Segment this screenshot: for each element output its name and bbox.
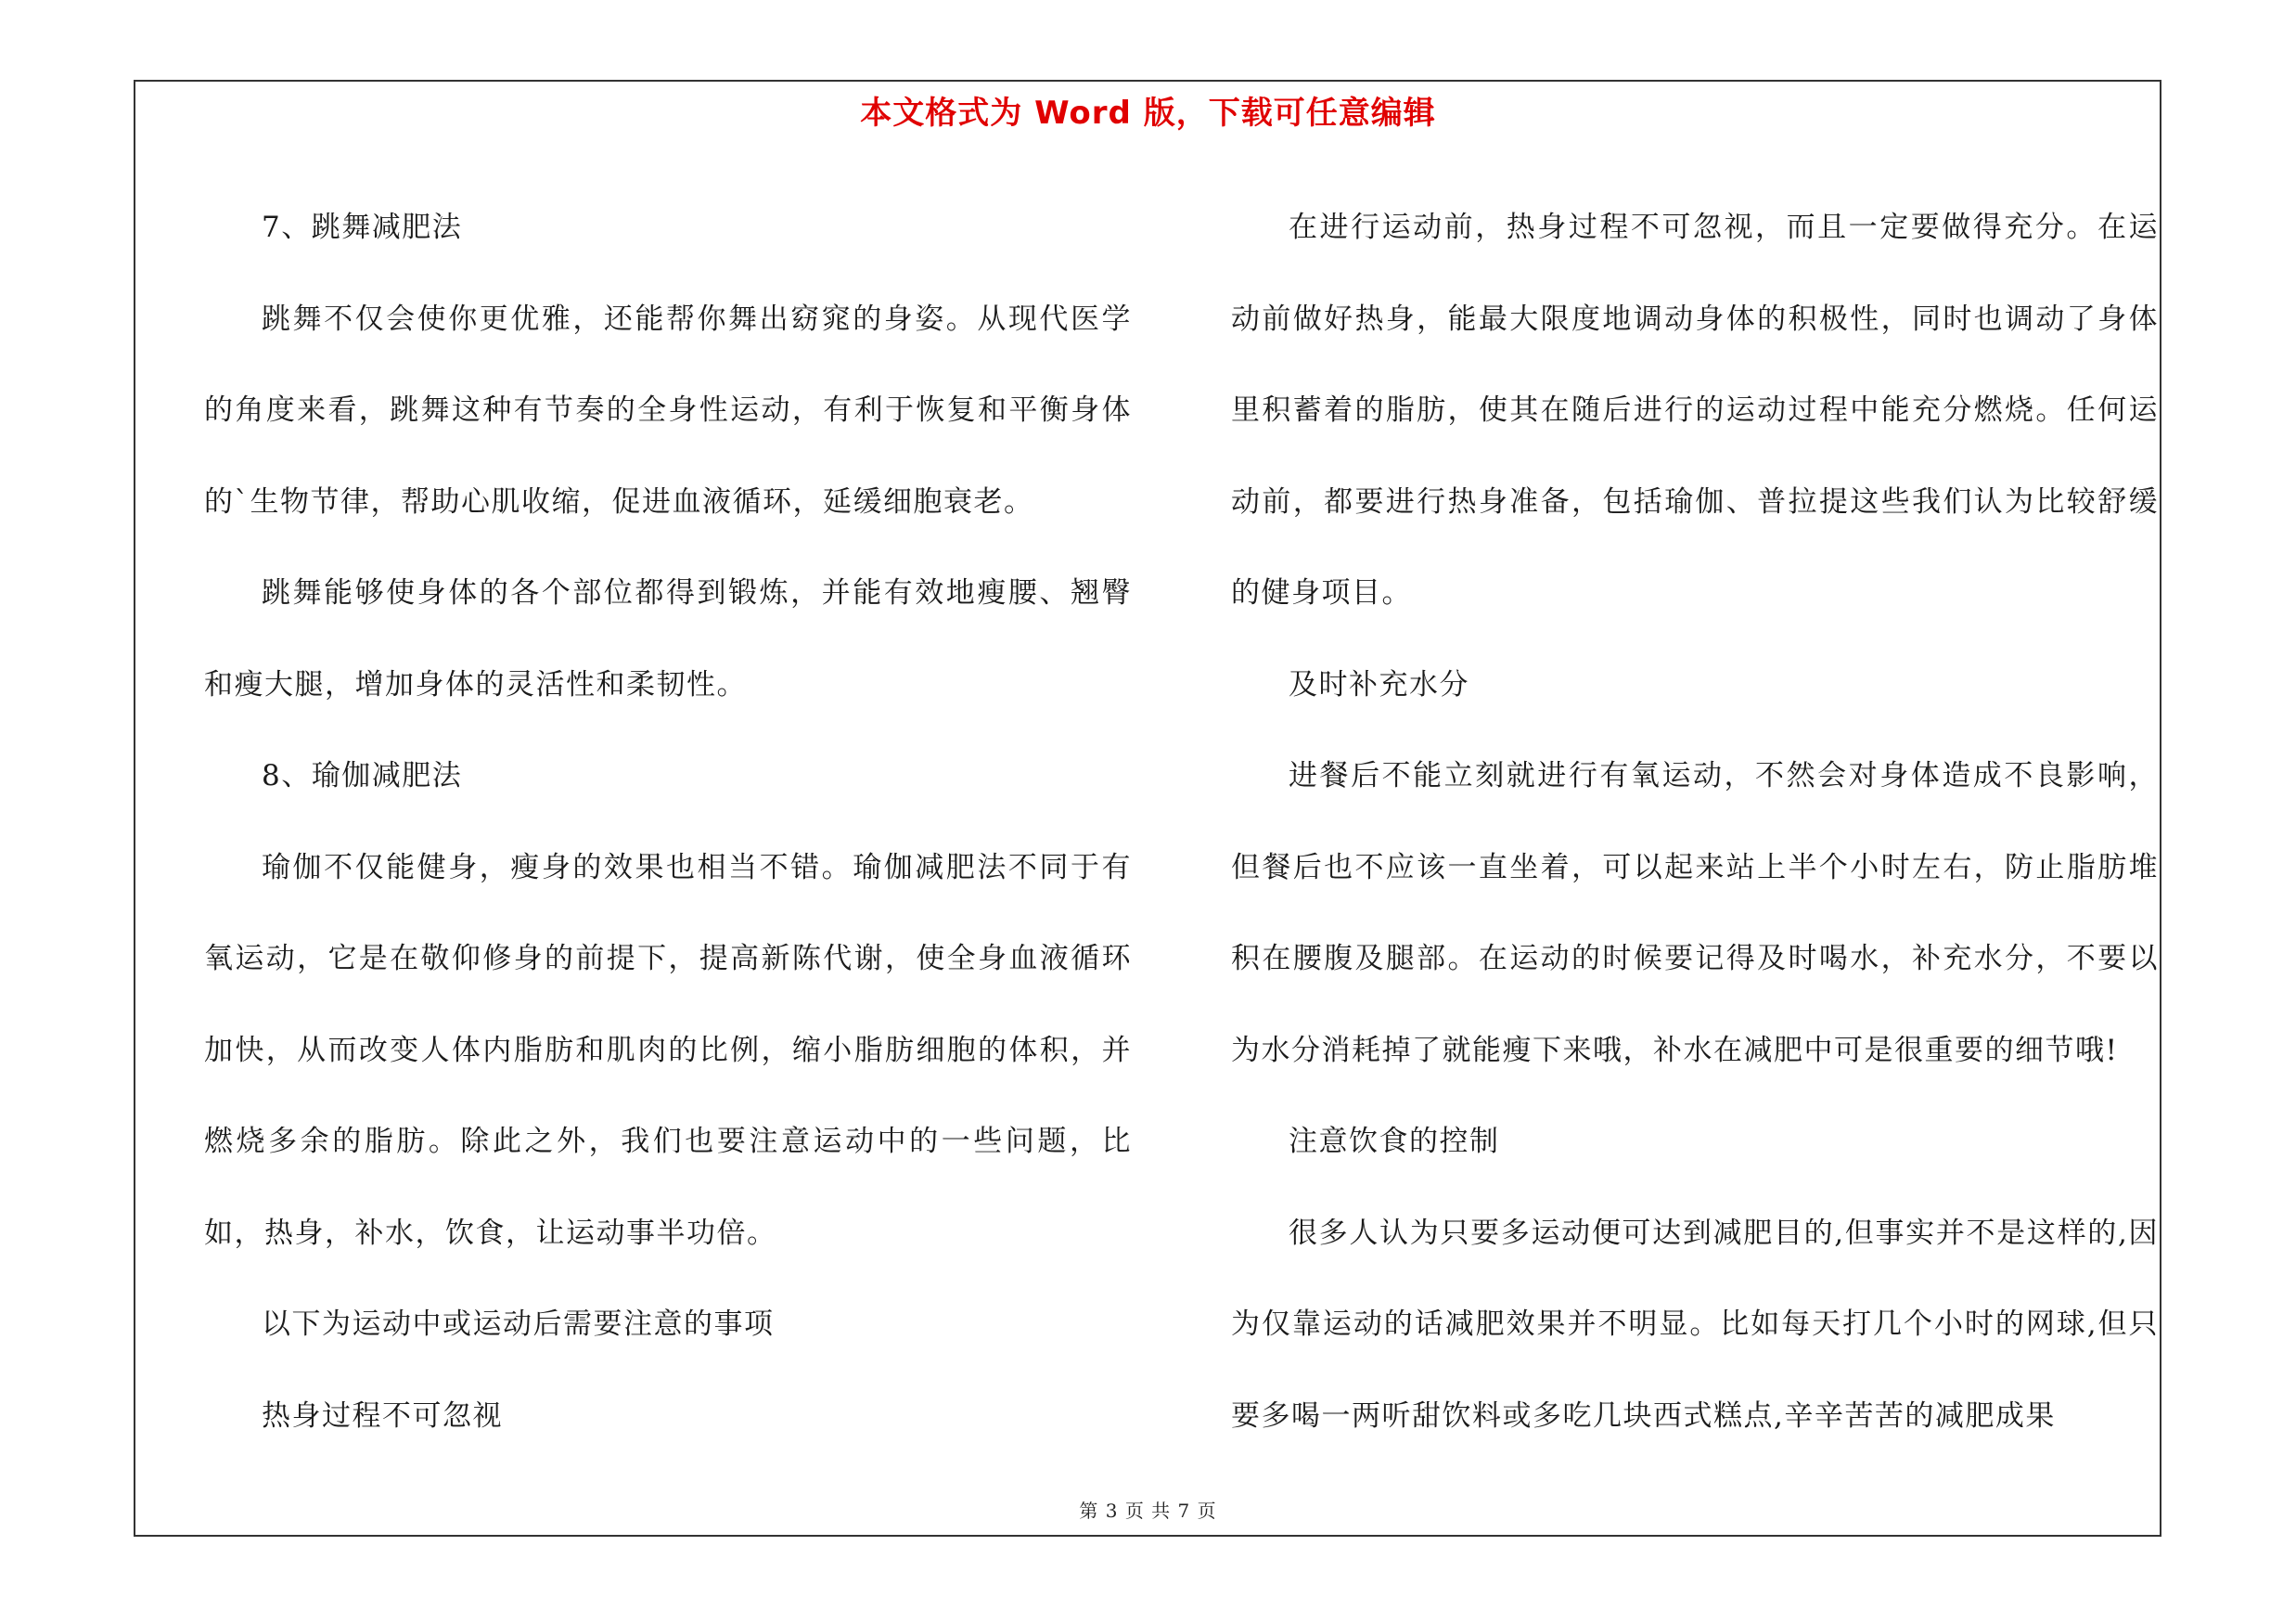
heading-hydration: 及时补充水分 <box>1289 667 1469 702</box>
paragraph-dance-effects: 跳舞能够使身体的各个部位都得到锻炼，并能有效地瘦腰、翘臀和瘦大腿，增加身体的灵活性和柔韧性。 <box>204 576 1132 702</box>
page-number-footer: 第 3 页 共 7 页 <box>1079 1500 1217 1522</box>
heading-diet-control: 注意饮食的控制 <box>1289 1125 1500 1158</box>
right-text-column <box>1231 182 2159 1462</box>
word-format-banner: 本文格式为 Word 版，下载可任意编辑 <box>860 95 1436 132</box>
heading-yoga-method: 8、瑜伽减肥法 <box>262 759 463 792</box>
paragraph-dance-benefits: 跳舞不仅会使你更优雅，还能帮你舞出窈窕的身姿。从现代医学的角度来看，跳舞这种有节奏的全身性运动，有利于恢复和平衡身体的`生物节律，帮助心肌收缩，促进血液循环，延缓细胞衰老。 <box>204 302 1132 519</box>
heading-dance-method: 7、跳舞减肥法 <box>262 211 463 244</box>
paragraph-yoga-benefits: 瑜伽不仅能健身，瘦身的效果也相当不错。瑜伽减肥法不同于有氧运动，它是在敬仰修身的前提下，提高新陈代谢，使全身血液循环加快，从而改变人体内脂肪和肌肉的比例，缩小脂肪细胞的体积，并燃烧多余的脂肪。除此之外，我们也要注意运动中的一些问题，比如，热身，补水，饮食，让运动事半功倍。 <box>204 850 1132 1250</box>
paragraph-warmup-details: 在进行运动前，热身过程不可忽视，而且一定要做得充分。在运动前做好热身，能最大限度地调动身体的积极性，同时也调动了身体里积蓄着的脂肪，使其在随后进行的运动过程中能充分燃烧。任何运动前，都要进行热身准备，包括瑜伽、普拉提这些我们认为比较舒缓的健身项目。 <box>1231 211 2159 610</box>
heading-warmup: 热身过程不可忽视 <box>262 1398 503 1433</box>
paragraph-diet-details: 很多人认为只要多运动便可达到减肥目的,但事实并不是这样的,因为仅靠运动的话减肥效果并不明显。比如每天打几个小时的网球,但只要多喝一两听甜饮料或多吃几块西式糕点,辛辛苦苦的减肥成果 <box>1231 1216 2159 1433</box>
paragraph-hydration-details: 进餐后不能立刻就进行有氧运动，不然会对身体造成不良影响，但餐后也不应该一直坐着，可以起来站上半个小时左右，防止脂肪堆积在腰腹及腿部。在运动的时候要记得及时喝水，补充水分，不要以为水分消耗掉了就能瘦下来哦，补水在减肥中可是很重要的细节哦! <box>1231 759 2159 1067</box>
paragraph-notes-intro: 以下为运动中或运动后需要注意的事项 <box>262 1307 775 1341</box>
left-text-column <box>204 182 1132 1462</box>
